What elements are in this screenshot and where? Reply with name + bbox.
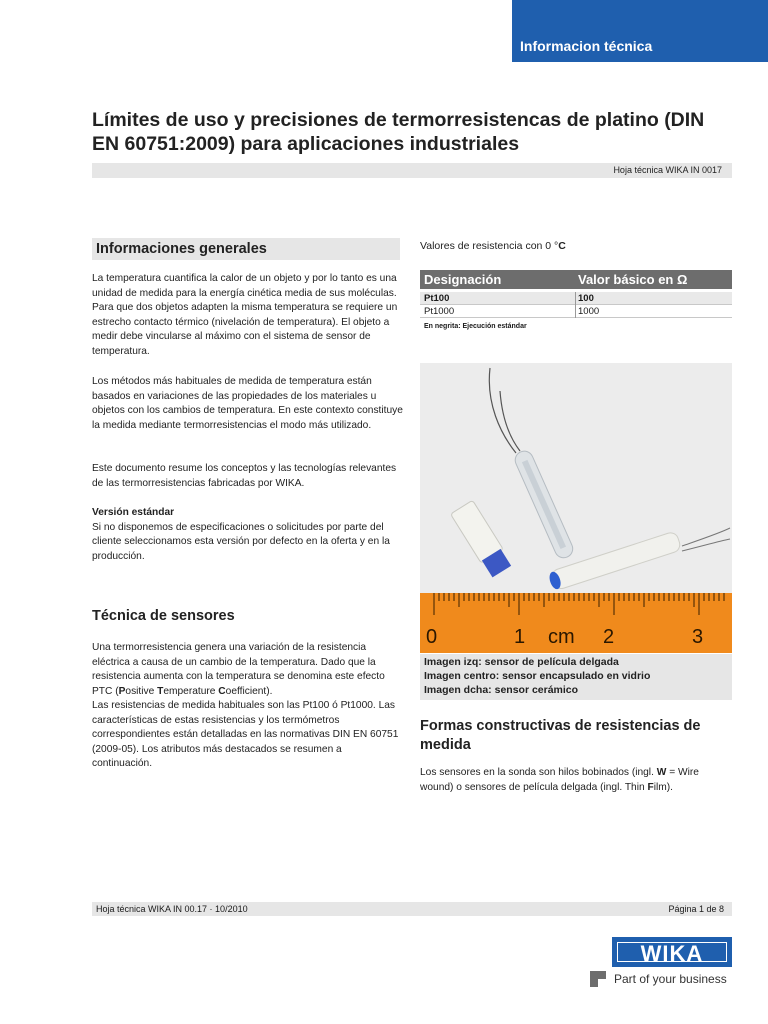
table-header xyxy=(420,270,732,289)
row-value: 100 xyxy=(578,293,594,304)
document-title: Límites de uso y precisiones de termorresistencas de platino (DIN EN 60751:2009) para aplicaciones industriales xyxy=(92,109,705,155)
forms-letter-w: W xyxy=(656,767,667,778)
table-row xyxy=(420,292,732,305)
ruler-label-1: 1 xyxy=(514,626,526,648)
sensor-technique-heading: Técnica de sensores xyxy=(92,608,235,624)
ruler-label-2: 2 xyxy=(603,626,615,648)
general-paragraph-2: Los métodos más habituales de medida de temperatura están basados en variaciones de las propiedades de los materiales u objetos con los cambios de temperatura. En este contexto constituye la medida mediante termorresistencias el modo más utilizado. xyxy=(92,376,403,431)
ptc-text-c: emperature xyxy=(163,685,219,697)
resistance-values-title xyxy=(420,240,566,252)
info-tab xyxy=(512,0,768,62)
sheet-reference-bar xyxy=(92,163,732,178)
header-designation: Designación xyxy=(424,272,502,287)
caption-right: Imagen dcha: sensor cerámico xyxy=(424,684,579,696)
caption-left: Imagen izq: sensor de película delgada xyxy=(424,656,619,668)
tagline-text: Part of your business xyxy=(614,972,727,986)
sheet-reference: Hoja técnica WIKA IN 0017 xyxy=(613,165,722,175)
column-divider xyxy=(575,292,576,305)
sensor-technique-paragraph-1 xyxy=(92,641,404,699)
ptc-letter-p: P xyxy=(118,685,126,697)
ruler-label-3: 3 xyxy=(692,626,704,648)
sensors-illustration xyxy=(420,363,732,653)
sensor-technique-text xyxy=(92,641,404,772)
footer-bar xyxy=(92,902,732,916)
row-designation: Pt100 xyxy=(424,293,450,304)
info-tab-label: Informacion técnica xyxy=(520,38,653,54)
ruler-label-0: 0 xyxy=(426,626,438,648)
forms-text-b: = Wire wound) o sensores de película delgada (ingl. Thin xyxy=(420,767,699,793)
ptc-text-d: oefficient). xyxy=(225,685,273,697)
sensor-technique-paragraph-2: Las resistencias de medida habituales son las Pt100 ó Pt1000. Las características de estas resistencias y los termómetros correspondientes están detalladas en las normativas DIN EN 60751 (2009-05). Los atributos más destacados se resumen a continuación. xyxy=(92,700,399,769)
construction-forms-text xyxy=(420,766,732,795)
caption-center: Imagen centro: sensor encapsulado en vidrio xyxy=(424,670,651,682)
ptc-letter-t: T xyxy=(157,685,164,697)
general-paragraph-1: La temperatura cuantifica la calor de un objeto y por lo tanto es una unidad de medida para la energía cinética media de sus moléculas. Para que dos objetos adapten la misma temperatura se requiere un estrecho contacto térmico (nivelación de temperatura). El objeto a medir debe vincularse al máximo con el sistema de sensor de temperatura. xyxy=(92,273,398,357)
table-note: En negrita: Ejecución estándar xyxy=(424,323,527,330)
ptc-text-b: ositive xyxy=(125,685,158,697)
forms-text-c: ilm). xyxy=(653,781,673,793)
row-designation: Pt1000 xyxy=(424,306,455,317)
general-section-header xyxy=(92,238,400,260)
sensor-photo xyxy=(420,363,732,653)
general-paragraph-3: Este documento resume los conceptos y las tecnologías relevantes de las termorresistencias fabricadas por WIKA. xyxy=(92,463,397,489)
tagline-square-inner xyxy=(598,979,606,987)
column-divider xyxy=(575,305,576,318)
row-value: 1000 xyxy=(578,306,600,317)
ruler-label-cm: cm xyxy=(548,626,575,648)
tagline xyxy=(590,971,732,987)
forms-letter-f: F xyxy=(647,781,654,793)
resistance-title-prefix: Valores de resistencia con 0 ° xyxy=(420,240,559,252)
general-heading: Informaciones generales xyxy=(96,241,267,257)
page-number: Página 1 de 8 xyxy=(668,904,724,914)
standard-version-heading: Versión estándar xyxy=(92,507,175,518)
wika-logo xyxy=(612,937,732,967)
construction-forms-heading: Formas constructivas de resistencias de medida xyxy=(420,718,701,753)
forms-text-a: Los sensores en la sonda son hilos bobinados (ingl. xyxy=(420,767,657,778)
ptc-letter-c: C xyxy=(218,685,226,697)
table-row xyxy=(420,305,732,318)
resistance-table xyxy=(420,270,732,330)
header-basic-value: Valor básico en Ω xyxy=(578,272,688,287)
standard-version-text: Si no disponemos de especificaciones o solicitudes por parte del cliente seleccionamos esta versión por defecto en la oferta y en la producción. xyxy=(92,521,390,562)
resistance-title-unit: C xyxy=(558,240,566,252)
image-caption xyxy=(420,654,732,700)
ptc-text-a: Una termorresistencia genera una variación de la resistencia eléctrica a causa de un cambio de la temperatura. Dado que la resistencia aumenta con la temperatura se denomina este efecto PTC ( xyxy=(92,642,385,697)
logo-text: WIKA xyxy=(640,941,704,966)
footer-sheet-ref: Hoja técnica WIKA IN 00.17 · 10/2010 xyxy=(96,904,248,914)
standard-version-block xyxy=(92,506,404,564)
